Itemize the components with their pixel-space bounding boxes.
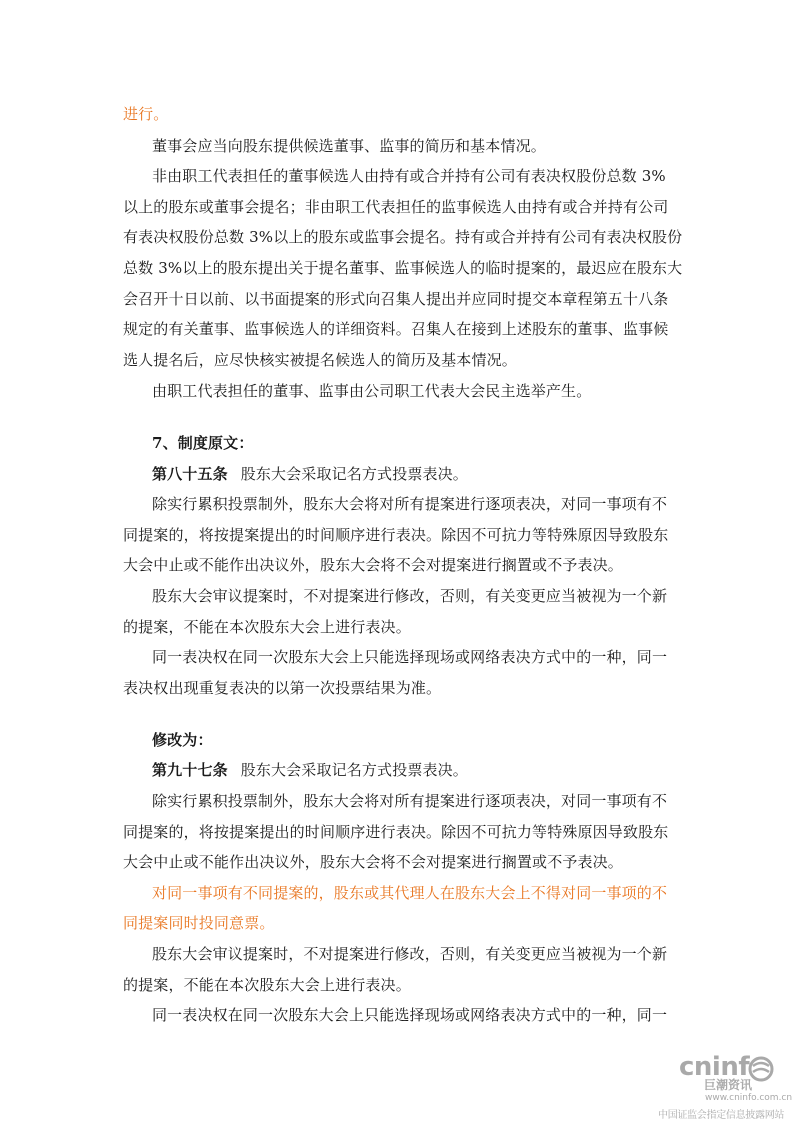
paragraph-line: 股东大会审议提案时，不对提案进行修改，否则，有关变更应当被视为一个新 <box>152 945 668 963</box>
section-heading: 7、制度原文： <box>152 434 254 452</box>
article-title: 股东大会采取记名方式投票表决。 <box>240 465 468 483</box>
article-line <box>152 464 468 484</box>
highlighted-line: 同提案同时投同意票。 <box>123 914 275 932</box>
article-line <box>152 760 468 780</box>
paragraph-line: 除实行累积投票制外，股东大会将对所有提案进行逐项表决，对同一事项有不 <box>152 495 668 513</box>
paragraph-line: 由职工代表担任的董事、监事由公司职工代表大会民主选举产生。 <box>152 382 592 400</box>
paragraph-line: 表决权出现重复表决的以第一次投票结果为准。 <box>123 679 442 697</box>
paragraph-line: 进行。 <box>123 105 169 123</box>
paragraph-line: 非由职工代表担任的董事候选人由持有或合并持有公司有表决权股份总数 3% <box>152 167 666 185</box>
paragraph-line: 大会中止或不能作出决议外，股东大会将不会对提案进行搁置或不予表决。 <box>123 556 623 574</box>
article-number: 第九十七条 <box>152 761 228 779</box>
paragraph-line: 董事会应当向股东提供候选董事、监事的简历和基本情况。 <box>152 137 546 155</box>
paragraph-line: 除实行累积投票制外，股东大会将对所有提案进行逐项表决，对同一事项有不 <box>152 792 668 810</box>
cninfo-logo-chinese: 巨潮资讯 <box>704 1078 753 1092</box>
paragraph-line: 同提案的，将按提案提出的时间顺序进行表决。除因不可抗力等特殊原因导致股东 <box>123 823 669 841</box>
paragraph-line: 的提案，不能在本次股东大会上进行表决。 <box>123 618 411 636</box>
paragraph-line: 以上的股东或董事会提名；非由职工代表担任的监事候选人由持有或合并持有公司 <box>123 198 669 216</box>
paragraph-line: 有表决权股份总数 3%以上的股东或监事会提名。持有或合并持有公司有表决权股份 <box>123 228 683 246</box>
section-heading: 修改为： <box>152 731 213 749</box>
paragraph-line: 规定的有关董事、监事候选人的详细资料。召集人在接到上述股东的董事、监事候 <box>123 320 669 338</box>
paragraph-line: 的提案，不能在本次股东大会上进行表决。 <box>123 976 411 994</box>
paragraph-line: 同一表决权在同一次股东大会上只能选择现场或网络表决方式中的一种，同一 <box>152 648 668 666</box>
paragraph-line: 选人提名后，应尽快核实被提名候选人的简历及基本情况。 <box>123 351 517 369</box>
paragraph-line: 同一表决权在同一次股东大会上只能选择现场或网络表决方式中的一种，同一 <box>152 1006 668 1024</box>
highlighted-line: 对同一事项有不同提案的，股东或其代理人在股东大会上不得对同一事项的不 <box>152 884 668 902</box>
article-number: 第八十五条 <box>152 465 228 483</box>
article-title: 股东大会采取记名方式投票表决。 <box>240 761 468 779</box>
paragraph-line: 股东大会审议提案时，不对提案进行修改，否则，有关变更应当被视为一个新 <box>152 587 668 605</box>
cninfo-logo-text: cninf <box>679 1052 750 1082</box>
cninfo-url: www.cninfo.com.cn <box>705 1093 793 1103</box>
paragraph-line: 会召开十日以前、以书面提案的形式向召集人提出并应同时提交本章程第五十八条 <box>123 290 669 308</box>
cninfo-watermark <box>655 1052 794 1123</box>
paragraph-line: 同提案的，将按提案提出的时间顺序进行表决。除因不可抗力等特殊原因导致股东 <box>123 526 669 544</box>
paragraph-line: 总数 3%以上的股东提出关于提名董事、监事候选人的临时提案的，最迟应在股东大 <box>123 259 683 277</box>
cninfo-subtitle: 中国证监会指定信息披露网站 <box>658 1110 785 1121</box>
paragraph-line: 大会中止或不能作出决议外，股东大会将不会对提案进行搁置或不予表决。 <box>123 853 623 871</box>
